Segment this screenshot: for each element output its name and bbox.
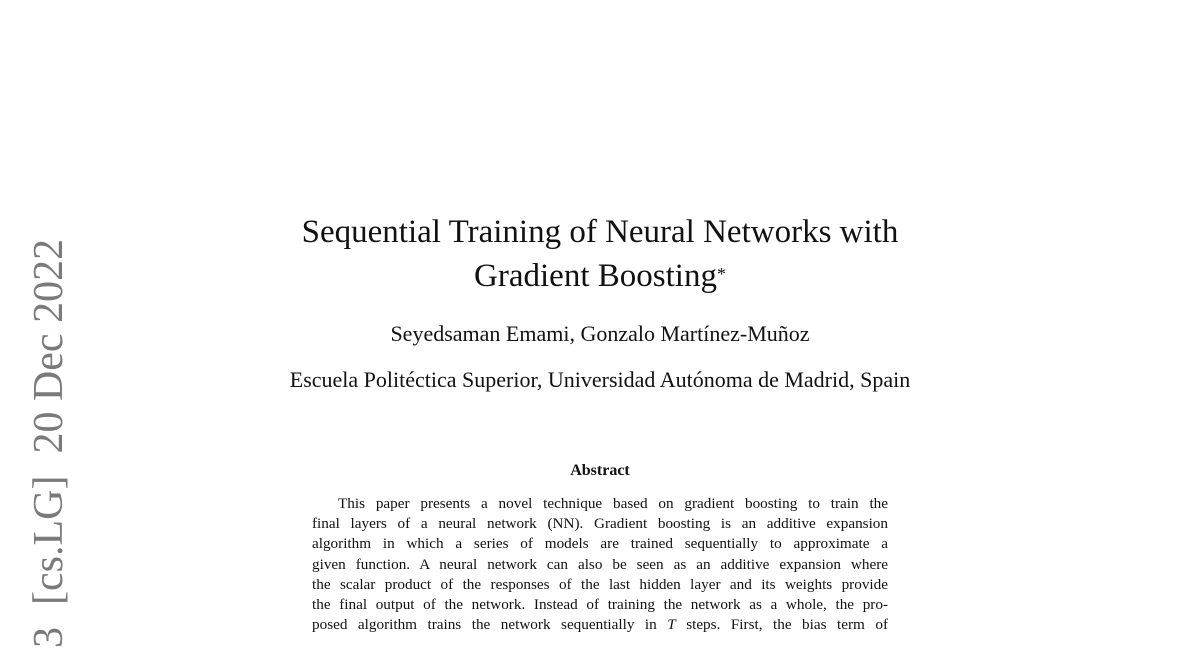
abstract-line-5: the scalar product of the responses of the last hidden layer and its weights provide bbox=[312, 575, 888, 593]
paper-title bbox=[0, 210, 1200, 298]
abstract-line-6: the final output of the network. Instead of training the network as a whole, the pro- bbox=[312, 595, 888, 613]
abstract-line-7-end: steps. First, the bias term of bbox=[686, 616, 888, 634]
math-variable-t: T bbox=[667, 616, 676, 634]
abstract-line-2: final layers of a neural network (NN). Gradient boosting is an additive expansion bbox=[312, 515, 888, 533]
title-block bbox=[0, 210, 1200, 298]
paper-authors: Seyedsaman Emami, Gonzalo Martínez-Muñoz bbox=[390, 321, 810, 346]
paper-affiliation: Escuela Politéctica Superior, Universidad Autónoma de Madrid, Spain bbox=[289, 367, 911, 392]
abstract-line-1: This paper presents a novel technique based on gradient boosting to train the bbox=[338, 495, 888, 512]
abstract-line-7-start: posed algorithm trains the network sequentially in bbox=[312, 616, 657, 634]
abstract-line-3: algorithm in which a series of models are trained sequentially to approximate a bbox=[312, 535, 888, 553]
abstract-heading: Abstract bbox=[570, 462, 630, 479]
abstract-line-4: given function. A neural network can also be seen as an additive expansion where bbox=[312, 555, 888, 573]
abstract-body bbox=[312, 494, 888, 635]
arxiv-identifier-stamp bbox=[28, 239, 70, 648]
arxiv-category: [cs.LG] bbox=[26, 475, 72, 605]
title-line-1: Sequential Training of Neural Networks with bbox=[301, 214, 899, 250]
arxiv-id-fragment: 3 bbox=[26, 627, 72, 648]
arxiv-date: 20 Dec 2022 bbox=[26, 238, 72, 454]
title-line-2: Gradient Boosting bbox=[474, 258, 717, 294]
abstract-line-7 bbox=[312, 615, 888, 635]
title-footnote-mark: * bbox=[716, 264, 726, 284]
